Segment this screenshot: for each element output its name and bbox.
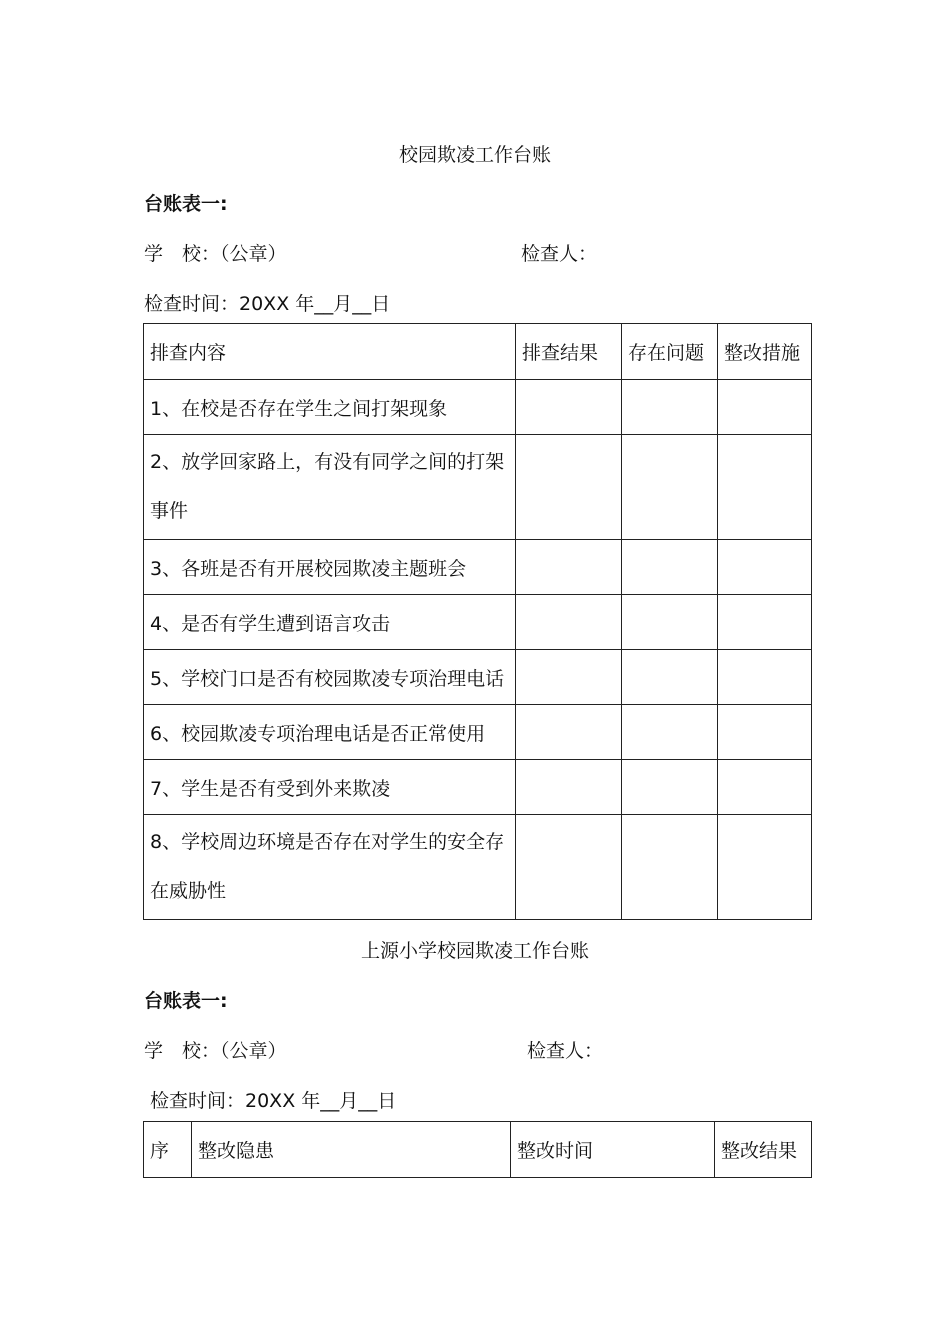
rectification-table: [143, 1121, 812, 1178]
table-row: [144, 705, 812, 760]
problem-cell[interactable]: [622, 650, 718, 705]
header-cell: 存在问题: [622, 324, 718, 380]
problem-cell[interactable]: [622, 760, 718, 815]
header-cell: 整改隐患: [192, 1122, 511, 1178]
result-cell[interactable]: [516, 380, 622, 435]
table-row: [144, 540, 812, 595]
header-cell: 排查内容: [144, 324, 516, 380]
sheet2-table-label: 台账表一:: [144, 990, 228, 1012]
problem-cell[interactable]: [622, 815, 718, 920]
item-cell: 2、放学回家路上，有没有同学之间的打架事件: [144, 435, 516, 540]
header-cell: 整改结果: [715, 1122, 812, 1178]
sheet1-title: 校园欺凌工作台账: [398, 144, 551, 166]
measure-cell[interactable]: [718, 435, 812, 540]
table-row: [144, 380, 812, 435]
result-cell[interactable]: [516, 435, 622, 540]
result-cell[interactable]: [516, 760, 622, 815]
result-cell[interactable]: [516, 540, 622, 595]
header-cell: 序: [144, 1122, 192, 1178]
item-cell: 4、是否有学生遭到语言攻击: [144, 595, 516, 650]
measure-cell[interactable]: [718, 540, 812, 595]
problem-cell[interactable]: [622, 380, 718, 435]
item-cell: 5、学校门口是否有校园欺凌专项治理电话: [144, 650, 516, 705]
table-row: [144, 650, 812, 705]
problem-cell[interactable]: [622, 540, 718, 595]
header-cell: 整改时间: [511, 1122, 715, 1178]
sheet2-title: 上源小学校园欺凌工作台账: [360, 940, 589, 962]
table-row: [144, 595, 812, 650]
sheet2-inspector-label: 检查人：: [527, 1040, 604, 1062]
measure-cell[interactable]: [718, 650, 812, 705]
sheet2-date-label: 检查时间：20XX 年__月__日: [150, 1090, 397, 1112]
measure-cell[interactable]: [718, 595, 812, 650]
sheet1-inspector-label: 检查人：: [521, 243, 598, 265]
header-cell: 排查结果: [516, 324, 622, 380]
item-cell: 7、学生是否有受到外来欺凌: [144, 760, 516, 815]
table-row: [144, 760, 812, 815]
item-cell: 3、各班是否有开展校园欺凌主题班会: [144, 540, 516, 595]
table-row: [144, 815, 812, 920]
result-cell[interactable]: [516, 595, 622, 650]
table-row: [144, 435, 812, 540]
problem-cell[interactable]: [622, 595, 718, 650]
problem-cell[interactable]: [622, 435, 718, 540]
sheet1-school-label: 学 校：（公章）: [144, 243, 287, 265]
header-cell: 整改措施: [718, 324, 812, 380]
result-cell[interactable]: [516, 705, 622, 760]
table-header-row: [144, 324, 812, 380]
problem-cell[interactable]: [622, 705, 718, 760]
measure-cell[interactable]: [718, 380, 812, 435]
sheet1-table-label: 台账表一:: [144, 193, 228, 215]
measure-cell[interactable]: [718, 705, 812, 760]
measure-cell[interactable]: [718, 815, 812, 920]
item-cell: 1、在校是否存在学生之间打架现象: [144, 380, 516, 435]
inspection-table: [143, 323, 812, 920]
item-cell: 8、学校周边环境是否存在对学生的安全存在威胁性: [144, 815, 516, 920]
measure-cell[interactable]: [718, 760, 812, 815]
sheet1-date-label: 检查时间：20XX 年__月__日: [144, 293, 391, 315]
item-cell: 6、校园欺凌专项治理电话是否正常使用: [144, 705, 516, 760]
table-header-row: [144, 1122, 812, 1178]
result-cell[interactable]: [516, 650, 622, 705]
result-cell[interactable]: [516, 815, 622, 920]
sheet2-school-label: 学 校：（公章）: [144, 1040, 287, 1062]
